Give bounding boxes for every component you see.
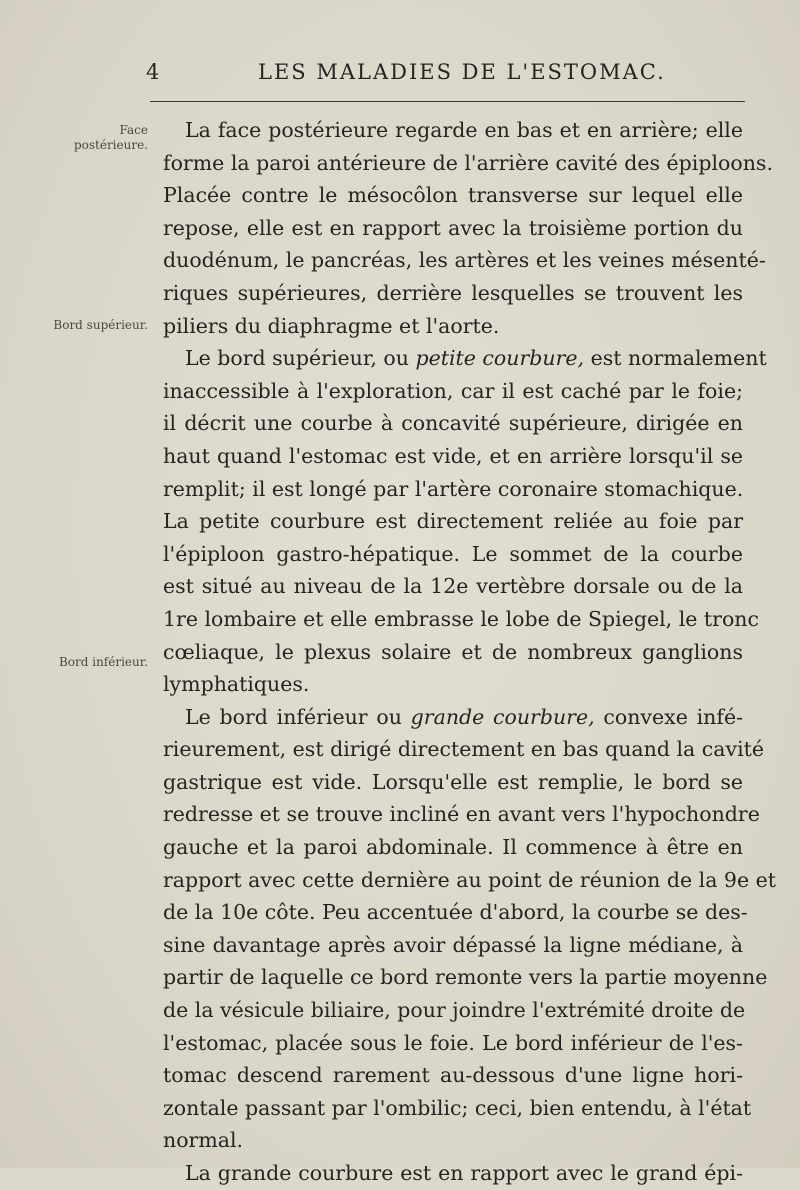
text-run: est normalement [590, 346, 767, 371]
margin-note-line: Face [119, 123, 148, 137]
text-line: normal. [163, 1128, 244, 1153]
text-line: duodénum, le pancréas, les artères et les veines mésenté- [163, 248, 766, 273]
page-number: 4 [146, 60, 160, 84]
text-line: riques supérieures, derrière lesquelles se trouvent les [163, 280, 743, 305]
text-run: convexe infé- [603, 704, 743, 729]
text-line: La grande courbure est en rapport avec le grand épi- [185, 1161, 743, 1185]
text-line [163, 342, 767, 375]
text-line: remplit; il est longé par l'artère coronaire stomachique. [163, 476, 744, 501]
margin-note-face-posterieure [66, 123, 148, 153]
text-line: sine davantage après avoir dépassé la ligne médiane, à [163, 932, 743, 957]
page-header [0, 60, 800, 94]
text-line: rapport avec cette dernière au point de réunion de la 9e et [163, 867, 776, 892]
text-line: il décrit une courbe à concavité supérieure, dirigée en [163, 411, 743, 436]
text-line: La petite courbure est directement reliée au foie par [163, 509, 743, 534]
paragraph-bord-superieur [163, 342, 767, 701]
text-line: l'estomac, placée sous le foie. Le bord inférieur de l'es- [163, 1030, 743, 1055]
text-line: l'épiploon gastro-hépatique. Le sommet de la courbe [163, 541, 743, 566]
text-line: repose, elle est en rapport avec la troisième portion du [163, 215, 743, 240]
text-line: de la 10e côte. Peu accentuée d'abord, la courbe se des- [163, 900, 748, 925]
text-line: zontale passant par l'ombilic; ceci, bien entendu, à l'état [163, 1095, 752, 1120]
text-line: La face postérieure regarde en bas et en arrière; elle [185, 118, 743, 142]
text-line: haut quand l'estomac est vide, et en arrière lorsqu'il se [163, 443, 743, 468]
text-line: lymphatiques. [163, 672, 310, 697]
text-line: de la vésicule biliaire, pour joindre l'extrémité droite de [163, 998, 746, 1023]
text-line [163, 701, 743, 734]
italic-term-grande-courbure: grande courbure, [410, 704, 595, 729]
text-line: cœliaque, le plexus solaire et de nombreux ganglions [163, 639, 743, 664]
text-line: 1re lombaire et elle embrasse le lobe de Spiegel, le tronc [163, 606, 759, 631]
text-run: Le bord inférieur ou [185, 704, 402, 729]
text-line: forme la paroi antérieure de l'arrière cavité des épiploons. [163, 150, 773, 175]
body-text [163, 114, 776, 1190]
margin-note-bord-superieur: Bord supérieur. [53, 318, 148, 332]
text-line: piliers du diaphragme et l'aorte. [163, 313, 500, 338]
paragraph-bord-inferieur [163, 701, 776, 1157]
margin-note-bord-inferieur: Bord inférieur. [58, 655, 148, 669]
text-line: gastrique est vide. Lorsqu'elle est remplie, le bord se [163, 769, 743, 794]
header-rule [150, 101, 745, 102]
text-line: inaccessible à l'exploration, car il est caché par le foie; [163, 378, 743, 403]
margin-note-line: postérieure. [73, 138, 148, 152]
running-title: LES MALADIES DE L'ESTOMAC. [258, 60, 666, 84]
text-line: Placée contre le mésocôlon transverse sur lequel elle [163, 183, 743, 208]
text-line: est situé au niveau de la 12e vertèbre dorsale ou de la [163, 574, 743, 599]
text-line: redresse et se trouve incliné en avant vers l'hypochondre [163, 802, 760, 827]
text-line: partir de laquelle ce bord remonte vers la partie moyenne [163, 965, 768, 990]
text-line: gauche et la paroi abdominale. Il commence à être en [163, 835, 743, 860]
paragraph-grande-courbure [163, 1157, 743, 1190]
italic-term-petite-courbure: petite courbure, [415, 346, 585, 371]
text-line: rieurement, est dirigé directement en bas quand la cavité [163, 737, 764, 762]
text-line: tomac descend rarement au-dessous d'une ligne hori- [163, 1063, 743, 1088]
paragraph-face-posterieure [163, 114, 773, 342]
text-run: Le bord supérieur, ou [185, 346, 409, 371]
